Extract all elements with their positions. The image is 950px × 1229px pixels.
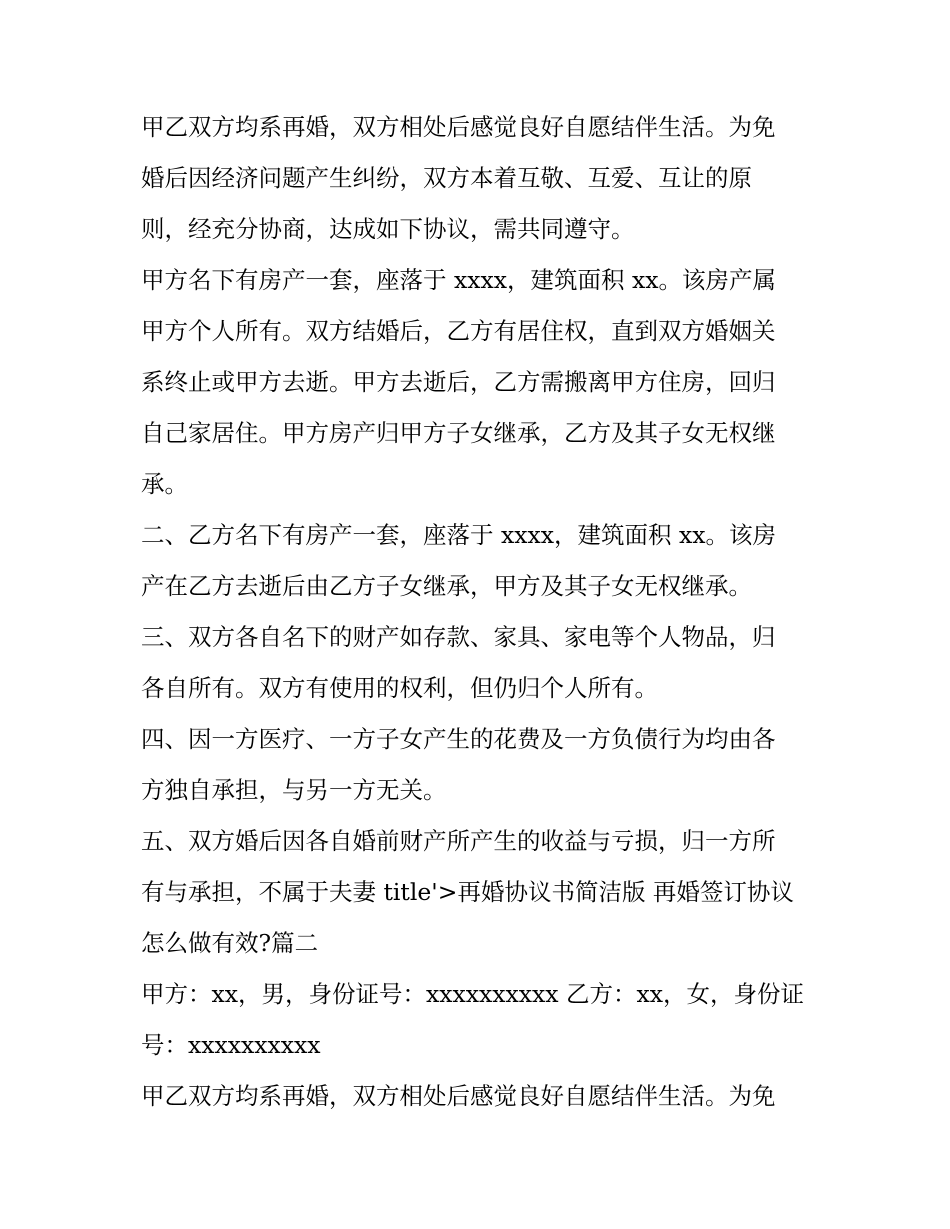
text-line: 甲乙双方均系再婚，双方相处后感觉良好自愿结伴生活。为免: [141, 113, 776, 141]
text-line: 婚后因经济问题产生纠纷，双方本着互敬、互爱、互让的原: [141, 164, 752, 192]
text-line: 五、双方婚后因各自婚前财产所产生的收益与亏损，归一方所: [141, 827, 776, 855]
text-line: 怎么做有效?篇二: [141, 929, 319, 957]
text-line: 方独自承担，与另一方无关。: [141, 776, 447, 804]
paragraph-clause-four: [141, 714, 813, 816]
text-line: 甲方名下有房产一套，座落于 xxxx，建筑面积 xx。该房产属: [141, 266, 776, 294]
text-line: 甲方：xx，男，身份证号：xxxxxxxxxx 乙方：xx，女，身份证: [141, 980, 805, 1008]
text-line: 号：xxxxxxxxxx: [141, 1031, 321, 1059]
document-body: [141, 102, 813, 1122]
text-line: 甲方个人所有。双方结婚后，乙方有居住权，直到双方婚姻关: [141, 317, 776, 345]
text-line: 系终止或甲方去逝。甲方去逝后，乙方需搬离甲方住房，回归: [141, 368, 776, 396]
text-line: 产在乙方去逝后由乙方子女继承，甲方及其子女无权继承。: [141, 572, 752, 600]
text-line: 甲乙双方均系再婚，双方相处后感觉良好自愿结伴生活。为免: [141, 1082, 776, 1110]
paragraph-party-a-property: [141, 255, 813, 510]
text-line: 承。: [141, 470, 188, 498]
text-line: 自己家居住。甲方房产归甲方子女继承，乙方及其子女无权继: [141, 419, 776, 447]
text-line: 各自所有。双方有使用的权利，但仍归个人所有。: [141, 674, 658, 702]
text-line: 则，经充分协商，达成如下协议，需共同遵守。: [141, 215, 635, 243]
paragraph-intro-repeat: [141, 1071, 813, 1122]
text-line: 四、因一方医疗、一方子女产生的花费及一方负债行为均由各: [141, 725, 776, 753]
paragraph-clause-two: [141, 510, 813, 612]
paragraph-clause-five: [141, 816, 813, 969]
paragraph-parties: [141, 969, 813, 1071]
text-line: 二、乙方名下有房产一套，座落于 xxxx，建筑面积 xx。该房: [141, 521, 776, 549]
paragraph-intro: [141, 102, 813, 255]
paragraph-clause-three: [141, 612, 813, 714]
text-line: 三、双方各自名下的财产如存款、家具、家电等个人物品，归: [141, 623, 776, 651]
text-line: 有与承担，不属于夫妻 title'>再婚协议书简洁版 再婚签订协议: [141, 878, 794, 906]
